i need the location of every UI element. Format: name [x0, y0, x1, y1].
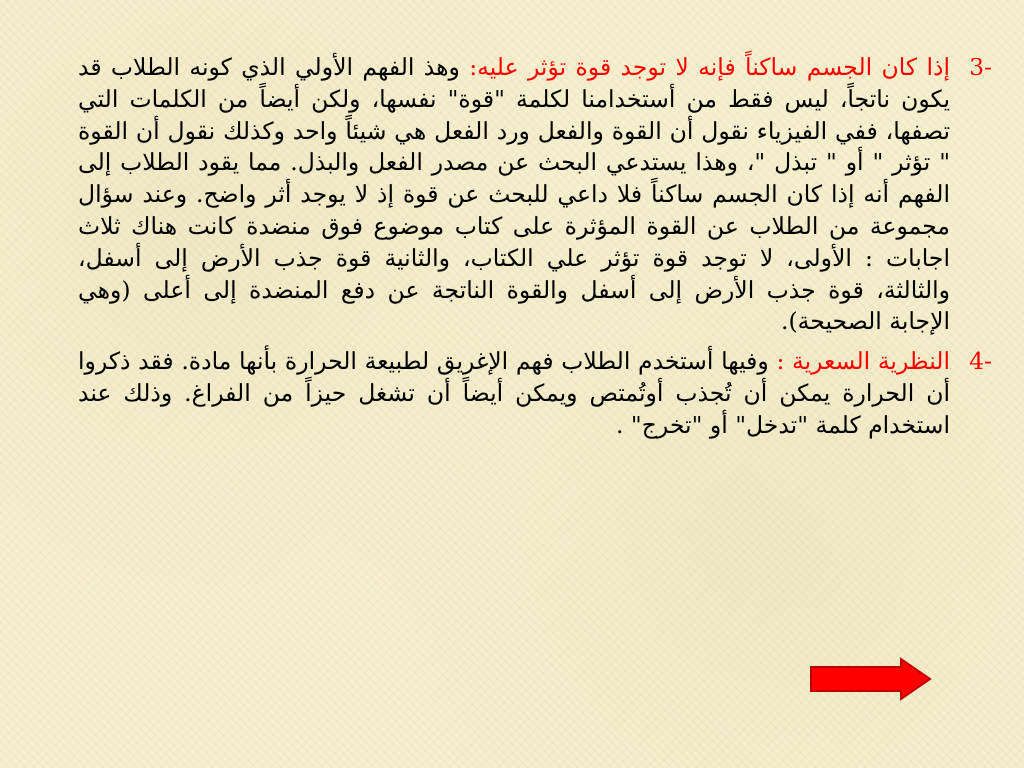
next-slide-button[interactable]	[808, 656, 934, 702]
paragraph-heading: النظرية السعرية :	[776, 347, 950, 376]
paragraph-3	[78, 52, 992, 338]
right-arrow-icon	[808, 656, 934, 702]
paragraph-text: وهذ الفهم الأولي الذي كونه الطلاب قد يكون ناتجاً، ليس فقط من أستخدامنا لكلمة "قوة" نفسها، ولكن أيضاً من الكلمات التي تصفها، ففي الفيزياء نقول أن القوة والفعل ورد الفعل هي شيئاً واحد وكذلك نقول أن القوة " تؤثر " أو " تبذل "، وهذا يستدعي البحث عن مصدر الفعل والبذل. مما يقود الطلاب إلى الفهم أنه إذا كان الجسم ساكناً فلا داعي للبحث عن قوة إذ لا يوجد أثر واضح. وعند سؤال مجموعة من الطلاب عن القوة المؤثرة على كتاب موضوع فوق منضدة كانت هناك ثلاث اجابات : الأولى، لا توجد قوة تؤثر علي الكتاب، والثانية قوة جذب الأرض إلى أسفل، والثالثة، قوة جذب الأرض إلى أسفل والقوة الناتجة عن دفع المنضدة إلى أعلى (وهي الإجابة الصحيحة).	[78, 53, 950, 336]
slide-body	[78, 52, 992, 662]
paragraph-number: 4-	[969, 347, 992, 376]
paragraph-4	[78, 346, 992, 441]
paragraph-number: 3-	[969, 53, 992, 81]
paragraph-heading: إذا كان الجسم ساكناً فإنه لا توجد قوة تؤثر عليه:	[469, 53, 950, 81]
paragraph-text: وفيها أستخدم الطلاب فهم الإغريق لطبيعة الحرارة بأنها مادة. فقد ذكروا أن الحرارة يمكن أن تُجذب أوتُمتص ويمكن أيضاً أن تشغل حيزاً من الفراغ. وذلك عند استخدام كلمة "تدخل" أو "تخرج" .	[78, 347, 950, 439]
